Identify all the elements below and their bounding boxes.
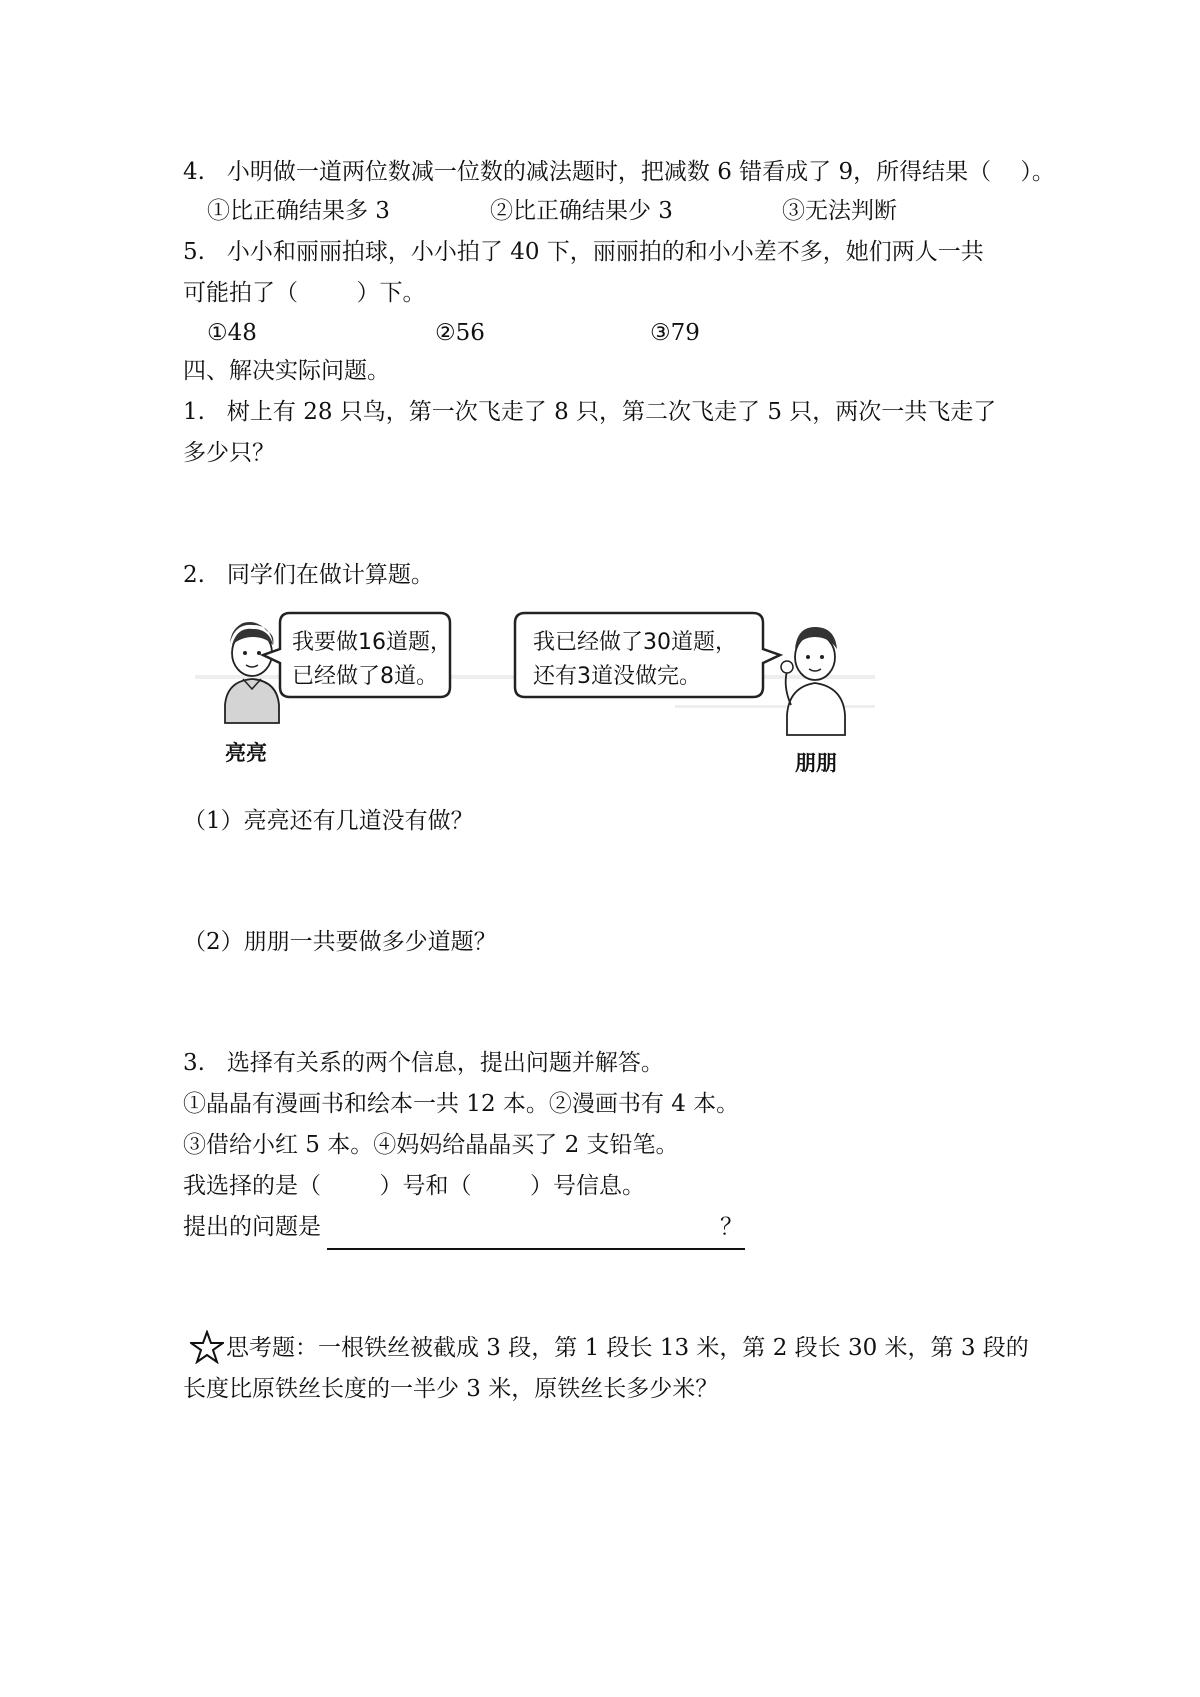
problem1-line1: 1. 树上有 28 只鸟，第一次飞走了 8 只，第二次飞走了 5 只，两次一共飞走了 [183, 399, 997, 425]
q5-option-3: ③79 [650, 320, 700, 346]
answer-blank-line [327, 1248, 745, 1250]
q4-text: 4. 小明做一道两位数减一位数的减法题时，把减数 6 错看成了 9，所得结果（ ）。 [183, 159, 1055, 185]
bubble-right-line1: 我已经做了30道题， [533, 630, 737, 655]
q4-option-2: ②比正确结果少 3 [490, 198, 673, 224]
bubble-right-line2: 还有3道没做完。 [533, 664, 701, 689]
problem3-question-label: 提出的问题是 [183, 1214, 321, 1240]
q5-option-2: ②56 [435, 320, 485, 346]
q4-option-1: ①比正确结果多 3 [207, 198, 390, 224]
problem2-sub1: （1）亮亮还有几道没有做？ [183, 808, 474, 834]
boy-liangliang-icon [225, 622, 279, 723]
name-pengpeng: 朋朋 [795, 751, 837, 775]
problem2-sub2: （2）朋朋一共要做多少道题？ [183, 929, 497, 955]
q4-option-3: ③无法判断 [782, 198, 897, 224]
illustration-two-boys [195, 605, 875, 780]
problem2-title: 2. 同学们在做计算题。 [183, 562, 434, 588]
problem3-choice: 我选择的是（ ）号和（ ）号信息。 [183, 1173, 645, 1199]
q5-text-line2: 可能拍了（ ）下。 [183, 280, 426, 306]
bubble-left-line1: 我要做16道题， [292, 630, 452, 655]
thinking-line1: 思考题：一根铁丝被截成 3 段，第 1 段长 13 米，第 2 段长 30 米，第 3 段的 [226, 1335, 1029, 1361]
boy-pengpeng-icon [781, 627, 845, 735]
problem1-line2: 多少只？ [183, 440, 275, 466]
problem3-info1: ①晶晶有漫画书和绘本一共 12 本。②漫画书有 4 本。 [183, 1091, 740, 1117]
problem3-title: 3. 选择有关系的两个信息，提出问题并解答。 [183, 1050, 664, 1076]
bubble-left-line2: 已经做了8道。 [292, 664, 438, 689]
thinking-line2: 长度比原铁丝长度的一半少 3 米，原铁丝长多少米？ [183, 1376, 719, 1402]
q5-option-1: ①48 [207, 320, 257, 346]
section4-title: 四、解决实际问题。 [183, 358, 390, 384]
problem3-question-mark: ？ [720, 1214, 743, 1240]
name-liangliang: 亮亮 [225, 741, 267, 765]
problem3-info2: ③借给小红 5 本。④妈妈给晶晶买了 2 支铅笔。 [183, 1132, 679, 1158]
q5-text-line1: 5. 小小和丽丽拍球，小小拍了 40 下，丽丽拍的和小小差不多，她们两人一共 [183, 239, 984, 265]
star-outline-icon [190, 1330, 224, 1364]
